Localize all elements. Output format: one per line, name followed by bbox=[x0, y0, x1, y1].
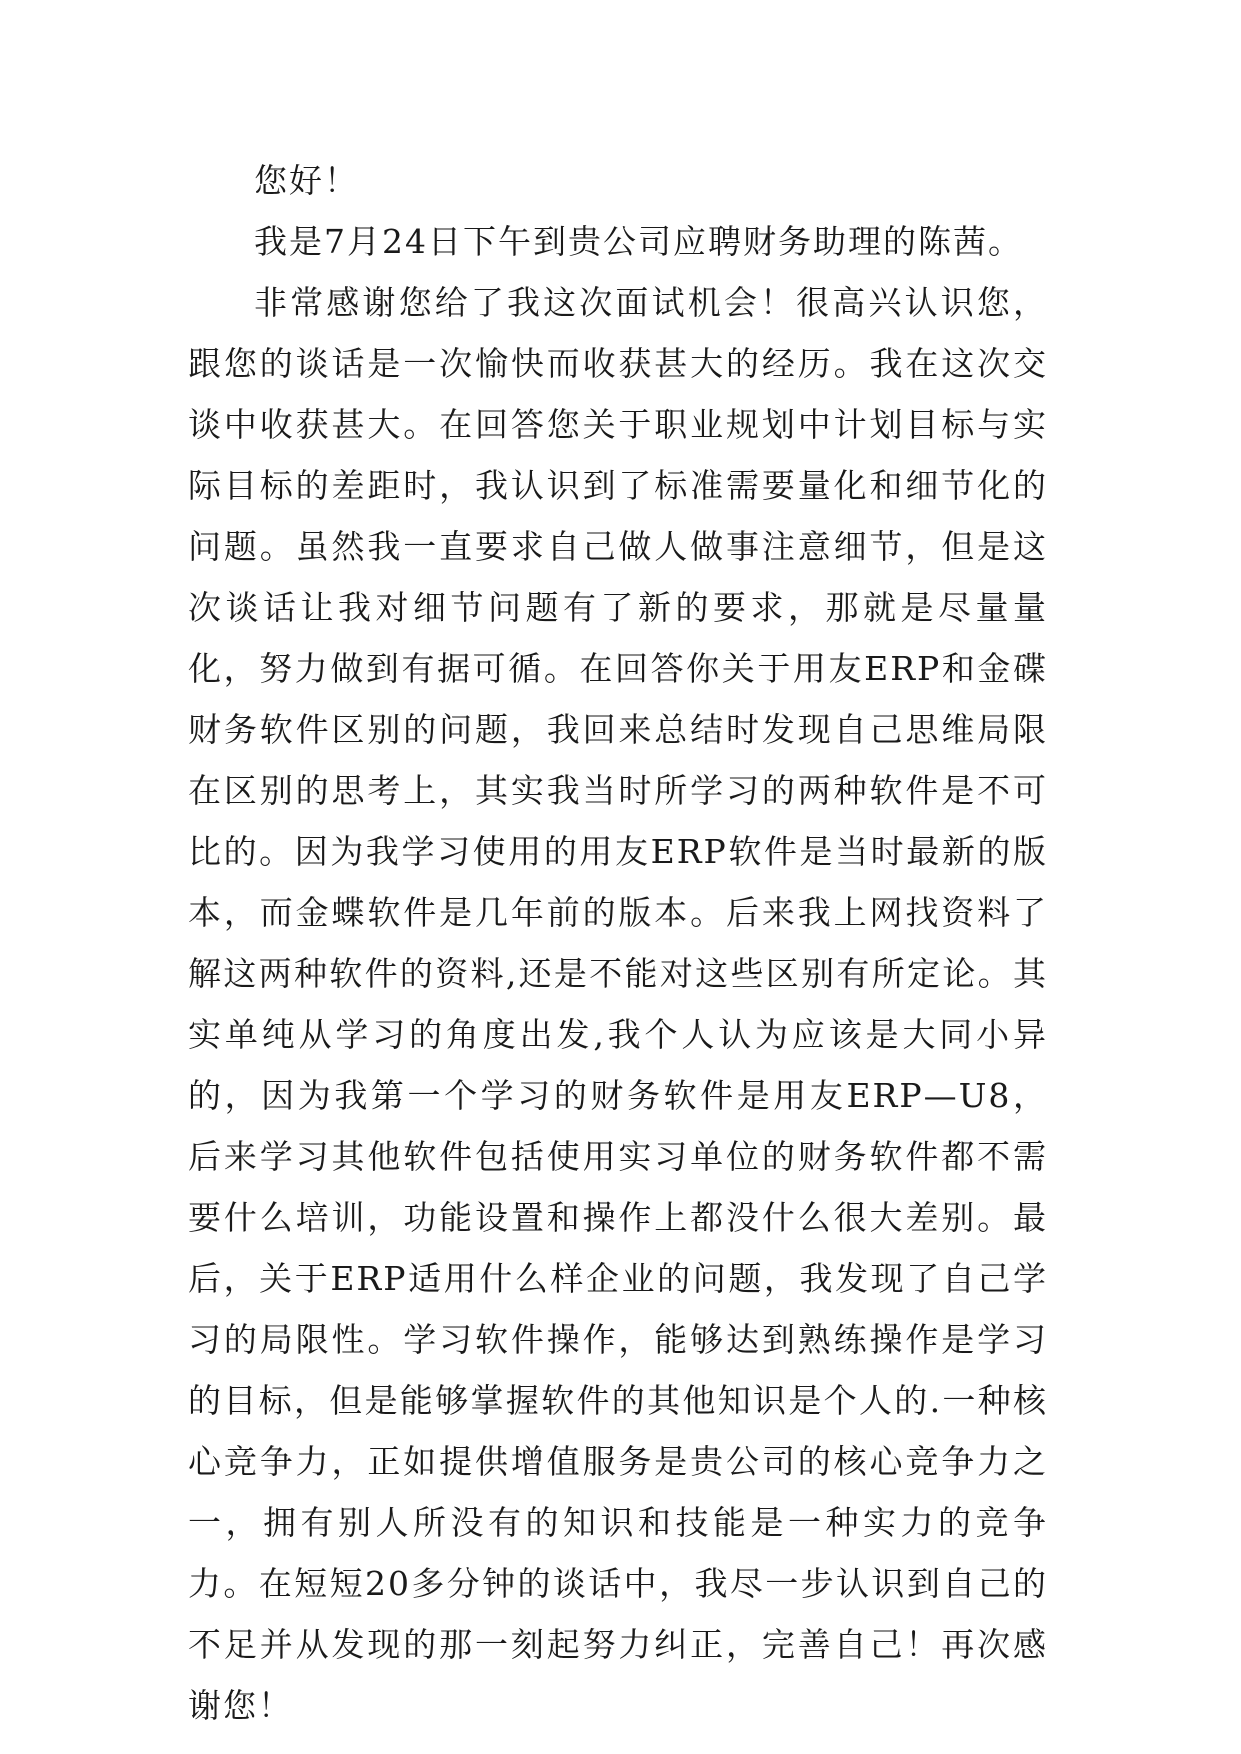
greeting-paragraph: 您好！ bbox=[254, 161, 359, 200]
intro-paragraph: 我是7月24日下午到贵公司应聘财务助理的陈茜。 bbox=[254, 222, 1023, 261]
main-paragraph: 非常感谢您给了我这次面试机会！很高兴认识您，跟您的谈话是一次愉快而收获甚大的经历。我在这次交谈中收获甚大。在回答您关于职业规划中计划目标与实际目标的差距时，我认识到了标准需要量化和细节化的问题。虽然我一直要求自己做人做事注意细节，但是这次谈话让我对细节问题有了新的要求，那就是尽量量化，努力做到有据可循。在回答你关于用友ERP和金碟财务软件区别的问题，我回来总结时发现自己思维局限在区别的思考上，其实我当时所学习的两种软件是不可比的。因为我学习使用的用友ERP软件是当时最新的版本，而金蝶软件是几年前的版本。后来我上网找资料了解这两种软件的资料,还是不能对这些区别有所定论。其实单纯从学习的角度出发,我个人认为应该是大同小异的，因为我第一个学习的财务软件是用友ERP—U8，后来学习其他软件包括使用实习单位的财务软件都不需要什么培训，功能设置和操作上都没什么很大差别。最后，关于ERP适用什么样企业的问题，我发现了自己学习的局限性。学习软件操作，能够达到熟练操作是学习的目标，但是能够掌握软件的其他知识是个人的.一种核心竞争力，正如提供增值服务是贵公司的核心竞争力之一，拥有别人所没有的知识和技能是一种实力的竞争力。在短短20多分钟的谈话中，我尽一步认识到自己的不足并从发现的那一刻起努力纠正，完善自己！再次感谢您！ bbox=[188, 283, 1048, 1725]
letter-body bbox=[188, 150, 1048, 1736]
